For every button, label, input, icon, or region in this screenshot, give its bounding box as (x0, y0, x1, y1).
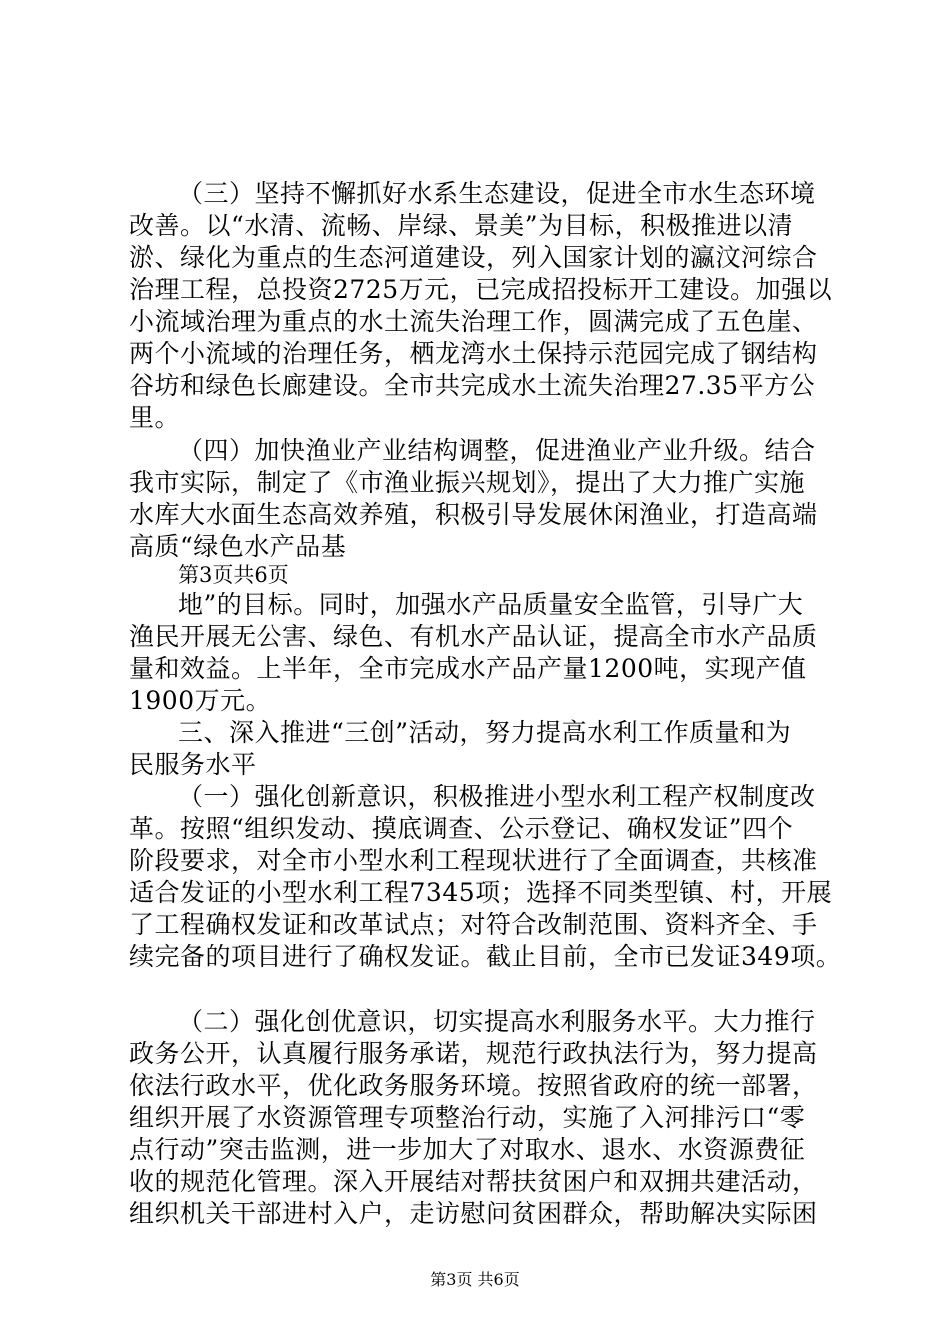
paragraph-1-line-5: 了工程确权发证和改革试点；对符合改制范围、资料齐全、手 (129, 910, 818, 939)
paragraph-3-line-1: （三）坚持不懈抓好水系生态建设，促进全市水生态环境 (178, 179, 816, 208)
paragraph-1-line-4: 适合发证的小型水利工程7345项；选择不同类型镇、村，开展 (129, 878, 833, 907)
paragraph-3-line-8: 里。 (129, 403, 181, 432)
paragraph-2-line-5: 点行动”突击监测，进一步加大了对取水、退水、水资源费征 (129, 1135, 806, 1164)
paragraph-2-line-6: 收的规范化管理。深入开展结对帮扶贫困户和双拥共建活动， (129, 1167, 818, 1196)
inline-page-marker: 第3页共6页 (178, 563, 289, 587)
paragraph-4-line-1: （四）加快渔业产业结构调整，促进渔业产业升级。结合 (178, 436, 816, 465)
paragraph-3-line-7: 谷坊和绿色长廊建设。全市共完成水土流失治理27.35平方公 (129, 371, 816, 400)
paragraph-1-line-2: 革。按照“组织发动、摸底调查、公示登记、确权发证”四个 (129, 814, 794, 843)
paragraph-4-cont-line-2: 渔民开展无公害、绿色、有机水产品认证，提高全市水产品质 (129, 622, 818, 651)
paragraph-2-line-2: 政务公开，认真履行服务承诺，规范行政执法行为，努力提高 (129, 1039, 818, 1068)
paragraph-2-line-1: （二）强化创优意识，切实提高水利服务水平。大力推行 (178, 1007, 816, 1036)
paragraph-3-line-2: 改善。以“水清、流畅、岸绿、景美”为目标，积极推进以清 (129, 211, 794, 240)
section-heading-line-1: 三、深入推进“三创”活动，努力提高水利工作质量和为 (178, 718, 792, 747)
paragraph-4-cont-line-4: 1900万元。 (129, 686, 272, 715)
paragraph-4-line-4: 高质“绿色水产品基 (129, 532, 347, 561)
paragraph-1-line-6: 续完备的项目进行了确权发证。截止目前，全市已发证349项。 (129, 942, 842, 971)
paragraph-4-line-3: 水库大水面生态高效养殖，积极引导发展休闲渔业，打造高端 (129, 500, 818, 529)
paragraph-1-line-3: 阶段要求，对全市小型水利工程现状进行了全面调查，共核准 (129, 846, 818, 875)
paragraph-3-line-6: 两个小流域的治理任务，栖龙湾水土保持示范园完成了钢结构 (129, 339, 818, 368)
paragraph-3-line-4: 治理工程，总投资2725万元，已完成招投标开工建设。加强以 (129, 275, 833, 304)
paragraph-4-cont-line-1: 地”的目标。同时，加强水产品质量安全监管，引导广大 (178, 590, 804, 619)
paragraph-2-line-4: 组织开展了水资源管理专项整治行动，实施了入河排污口“零 (129, 1103, 806, 1132)
paragraph-4-line-2: 我市实际，制定了《市渔业振兴规划》，提出了大力推广实施 (129, 468, 806, 497)
paragraph-3-line-3: 淤、绿化为重点的生态河道建设，列入国家计划的瀛汶河综合 (129, 243, 818, 272)
page-footer: 第3页 共6页 (430, 1270, 520, 1289)
paragraph-3-line-5: 小流域治理为重点的水土流失治理工作，圆满完成了五色崖、 (129, 307, 818, 336)
paragraph-2-line-3: 依法行政水平，优化政务服务环境。按照省政府的统一部署， (129, 1071, 818, 1100)
paragraph-2-line-7: 组织机关干部进村入户，走访慰问贫困群众，帮助解决实际困 (129, 1199, 818, 1228)
paragraph-4-cont-line-3: 量和效益。上半年，全市完成水产品产量1200吨，实现产值 (129, 654, 807, 683)
section-heading-line-2: 民服务水平 (129, 750, 257, 779)
paragraph-1-line-1: （一）强化创新意识，积极推进小型水利工程产权制度改 (178, 782, 816, 811)
